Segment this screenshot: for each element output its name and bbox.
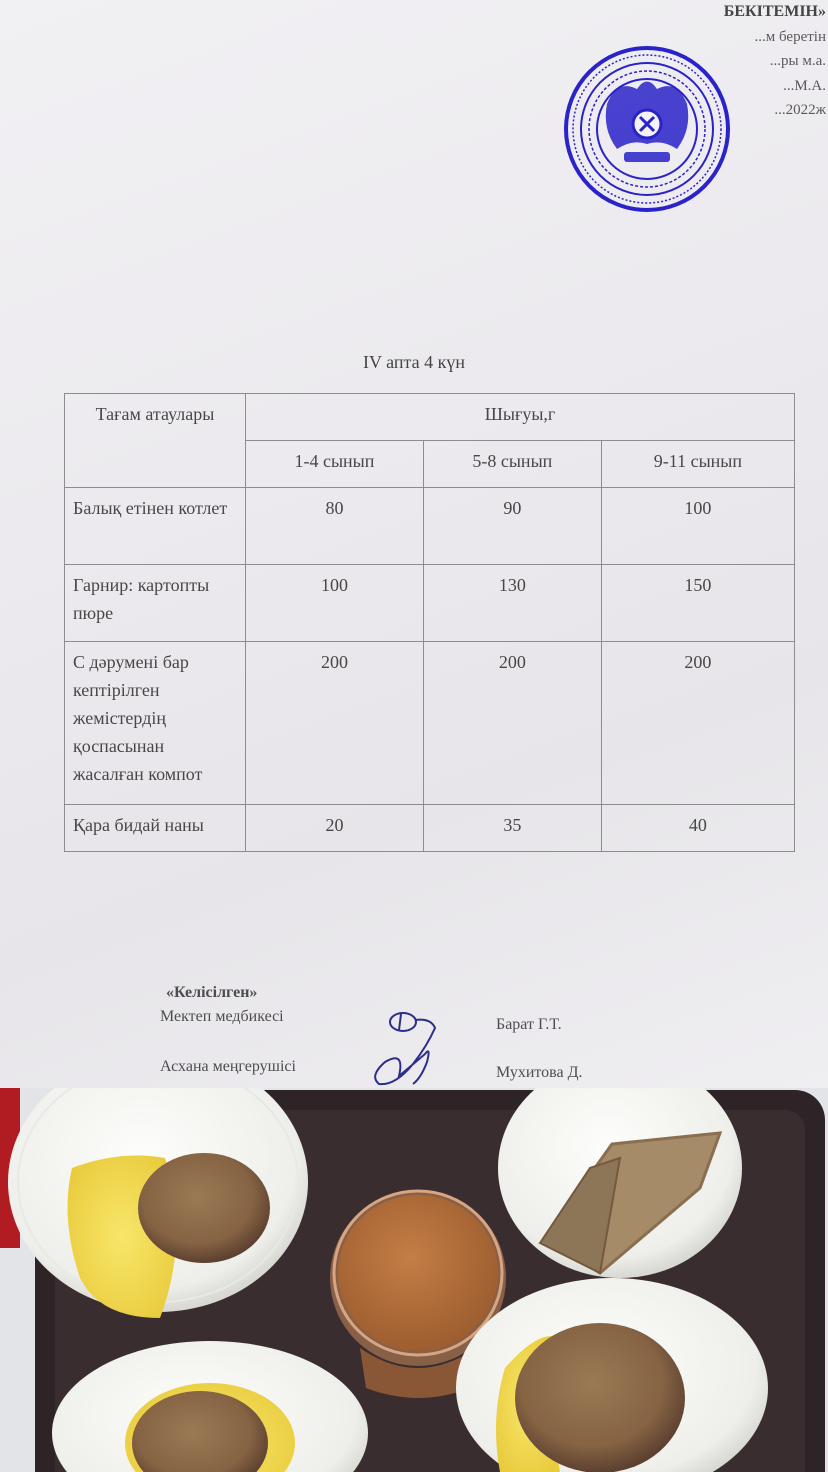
- yield-value: 100: [601, 488, 794, 565]
- approval-line: ...м беретін: [754, 28, 826, 45]
- dish-name: С дәрумені бар кептірілген жемістердің қоспасынан жасалған компот: [65, 642, 246, 805]
- approval-line: ...2022ж: [774, 102, 826, 118]
- table-row: [65, 642, 795, 805]
- col-header-grade-1-4: 1-4 сынып: [246, 441, 424, 488]
- yield-value: 35: [423, 805, 601, 852]
- table-row: [65, 805, 795, 852]
- official-stamp-icon: [562, 44, 732, 214]
- yield-value: 200: [423, 642, 601, 805]
- table-row: [65, 565, 795, 642]
- signer-role: Асхана меңгерушісі: [160, 1058, 296, 1075]
- signer-role: Мектеп медбикесі: [160, 1008, 284, 1025]
- yield-value: 150: [601, 565, 794, 642]
- signer-name: Мухитова Д.: [496, 1064, 583, 1081]
- yield-value: 40: [601, 805, 794, 852]
- document-heading: IV апта 4 күн: [362, 352, 465, 372]
- yield-value: 200: [601, 642, 794, 805]
- approval-title: БЕКІТЕМІН»: [723, 3, 826, 20]
- dish-name: Балық етінен котлет: [65, 488, 246, 565]
- yield-value: 80: [246, 488, 424, 565]
- approval-line: ...М.А.: [783, 77, 826, 94]
- yield-value: 100: [246, 565, 424, 642]
- dish-name: Гарнир: картопты пюре: [65, 565, 246, 642]
- signature-icon: [365, 1006, 455, 1088]
- meal-photo: [0, 1088, 828, 1472]
- yield-value: 20: [246, 805, 424, 852]
- table-row: [65, 488, 795, 565]
- col-header-grade-9-11: 9-11 сынып: [601, 441, 794, 488]
- yield-value: 130: [423, 565, 601, 642]
- col-header-grade-5-8: 5-8 сынып: [423, 441, 601, 488]
- col-header-dish-name: Тағам атаулары: [65, 394, 246, 488]
- signer-name: Барат Г.Т.: [496, 1016, 562, 1033]
- menu-table: [64, 393, 795, 852]
- yield-value: 90: [423, 488, 601, 565]
- approval-line: ...ры м.а.: [769, 53, 826, 69]
- yield-value: 200: [246, 642, 424, 805]
- agreed-label: «Келісілген»: [166, 984, 258, 1001]
- col-header-yield-group: Шығуы,г: [246, 394, 795, 441]
- dish-name: Қара бидай наны: [65, 805, 246, 852]
- meal-tray-image: [0, 1088, 828, 1472]
